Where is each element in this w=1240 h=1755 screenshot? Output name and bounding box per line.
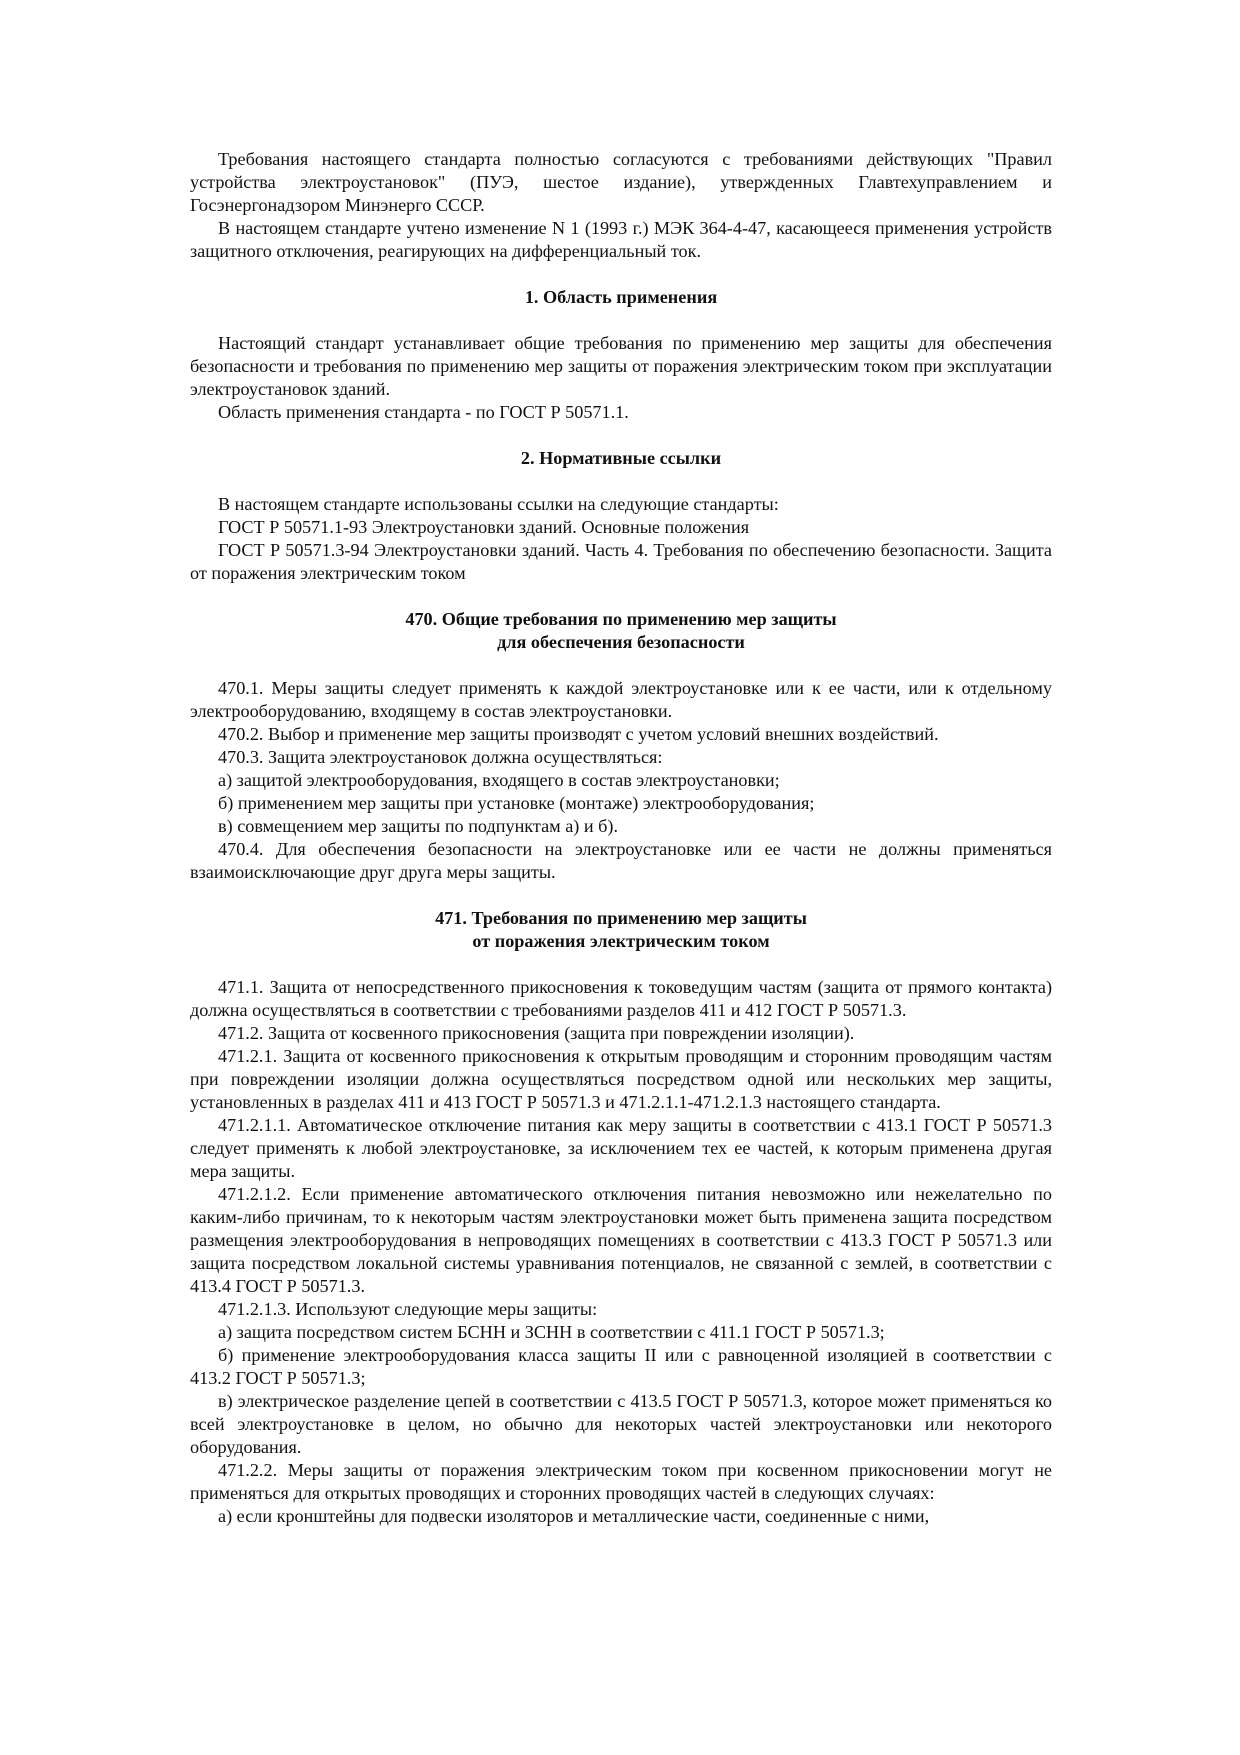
section-1-paragraph-1: Настоящий стандарт устанавливает общие требования по применению мер защиты для обеспечения безопасности и требования по применению мер защиты от поражения электрическим током при эксплуатации электроустановок зданий. (190, 333, 1052, 399)
clause-471-2-1-2: 471.2.1.2. Если применение автоматического отключения питания невозможно или нежелательно по каким-либо причинам, то к некоторым частям электроустановки может быть применена защита посредством размещения электрооборудования в непроводящих помещениях в соответствии с 413.3 ГОСТ Р 50571.3 или защита посредством локальной системы уравнивания потенциалов, не связанной с землей, в соответствии с 413.4 ГОСТ Р 50571.3. (190, 1184, 1052, 1296)
section-470-heading-line-2: для обеспечения безопасности (497, 632, 745, 652)
document-page (190, 148, 1052, 1528)
section-471-heading-line-1: 471. Требования по применению мер защиты (435, 908, 807, 928)
clause-471-1: 471.1. Защита от непосредственного прикосновения к токоведущим частям (защита от прямого контакта) должна осуществляться в соответствии с требованиями разделов 411 и 412 ГОСТ Р 50571.3. (190, 977, 1052, 1020)
clause-471-2-2-item-a: а) если кронштейны для подвески изоляторов и металлические части, соединенные с ними, (218, 1506, 930, 1526)
clause-471-2-1-3-item-v: в) электрическое разделение цепей в соответствии с 413.5 ГОСТ Р 50571.3, которое может применяться ко всей электроустановке в целом, но обычно для некоторых частей электроустановки или некоторого оборудования. (190, 1391, 1052, 1457)
section-470-heading-line-1: 470. Общие требования по применению мер защиты (405, 609, 837, 629)
intro-paragraph-2: В настоящем стандарте учтено изменение N 1 (1993 г.) МЭК 364-4-47, касающееся применения устройств защитного отключения, реагирующих на дифференциальный ток. (190, 218, 1052, 261)
section-2-heading: 2. Нормативные ссылки (520, 448, 722, 468)
clause-471-2-1: 471.2.1. Защита от косвенного прикосновения к открытым проводящим и сторонним проводящим частям при повреждении изоляции должна осуществляться посредством одной или нескольких мер защиты, установленных в разделах 411 и 413 ГОСТ Р 50571.3 и 471.2.1.1-471.2.1.3 настоящего стандарта. (190, 1046, 1052, 1112)
section-2-reference-1: ГОСТ Р 50571.1-93 Электроустановки зданий. Основные положения (218, 517, 750, 537)
clause-470-1: 470.1. Меры защиты следует применять к каждой электроустановке или к ее части, или к отдельному электрооборудованию, входящему в состав электроустановки. (190, 678, 1052, 721)
section-2-paragraph-1: В настоящем стандарте использованы ссылки на следующие стандарты: (218, 494, 779, 514)
section-471-heading-line-2: от поражения электрическим током (472, 931, 770, 951)
clause-470-3-item-a: а) защитой электрооборудования, входящего в состав электроустановки; (218, 770, 780, 790)
clause-470-3-item-b: б) применением мер защиты при установке (монтаже) электрооборудования; (218, 793, 815, 813)
clause-471-2: 471.2. Защита от косвенного прикосновения (защита при повреждении изоляции). (218, 1023, 855, 1043)
clause-470-2: 470.2. Выбор и применение мер защиты производят с учетом условий внешних воздействий. (218, 724, 939, 744)
clause-471-2-1-3: 471.2.1.3. Используют следующие меры защиты: (218, 1299, 598, 1319)
section-1-paragraph-2: Область применения стандарта - по ГОСТ Р 50571.1. (218, 402, 629, 422)
clause-470-4: 470.4. Для обеспечения безопасности на электроустановке или ее части не должны применяться взаимоисключающие друг друга меры защиты. (190, 839, 1052, 882)
clause-471-2-1-3-item-a: а) защита посредством систем БСНН и ЗСНН в соответствии с 411.1 ГОСТ Р 50571.3; (218, 1322, 885, 1342)
clause-470-3-item-v: в) совмещением мер защиты по подпунктам а) и б). (218, 816, 619, 836)
clause-471-2-1-1: 471.2.1.1. Автоматическое отключение питания как меру защиты в соответствии с 413.1 ГОСТ Р 50571.3 следует применять к любой электроустановке, за исключением тех ее частей, к которым применена другая мера защиты. (190, 1115, 1052, 1181)
clause-471-2-1-3-item-b: б) применение электрооборудования класса защиты II или с равноценной изоляцией в соответствии с 413.2 ГОСТ Р 50571.3; (190, 1345, 1052, 1388)
clause-470-3: 470.3. Защита электроустановок должна осуществляться: (218, 747, 663, 767)
section-1-heading: 1. Область применения (524, 287, 718, 307)
section-2-reference-2: ГОСТ Р 50571.3-94 Электроустановки зданий. Часть 4. Требования по обеспечению безопасности. Защита от поражения электрическим током (190, 540, 1052, 583)
clause-471-2-2: 471.2.2. Меры защиты от поражения электрическим током при косвенном прикосновении могут не применяться для открытых проводящих и сторонних проводящих частей в следующих случаях: (190, 1460, 1052, 1503)
intro-paragraph-1: Требования настоящего стандарта полностью согласуются с требованиями действующих "Правил устройства электроустановок" (ПУЭ, шестое издание), утвержденных Главтехуправлением и Госэнергонадзором Минэнерго СССР. (190, 149, 1052, 215)
